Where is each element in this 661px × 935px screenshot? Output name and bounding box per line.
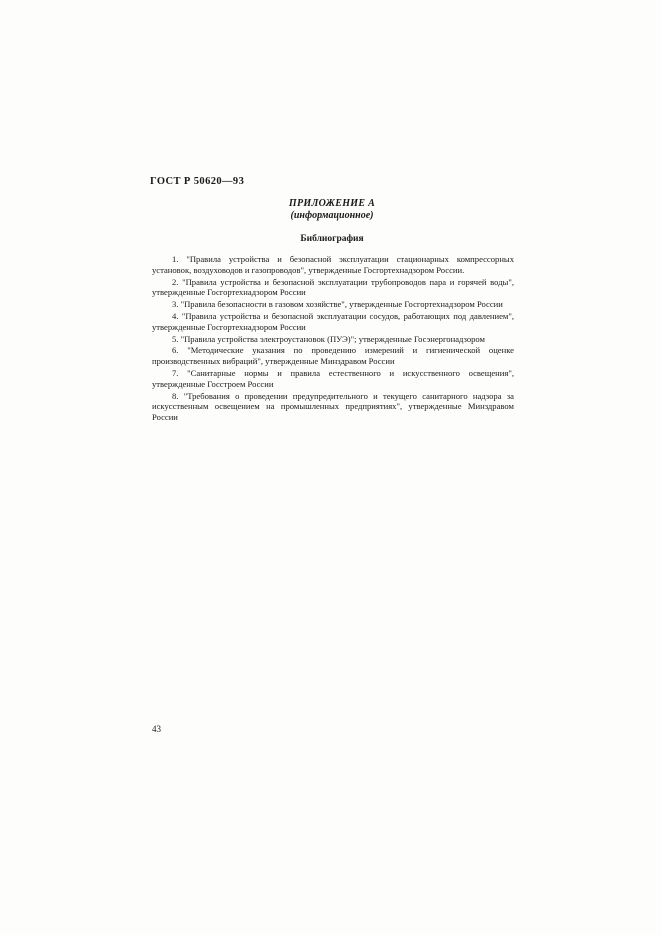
appendix-title: ПРИЛОЖЕНИЕ А bbox=[288, 198, 376, 209]
reference-item: 4. "Правила устройства и безопасной эксплуатации сосудов, работающих под давлением", утвержденные Госгортехнадзором России bbox=[152, 310, 514, 332]
reference-item: 6. "Методические указания по проведению измерений и гигиенической оценке производственных вибраций", утвержденные Минздравом России bbox=[152, 345, 514, 367]
document-header: ГОСТ Р 50620—93 bbox=[150, 176, 245, 187]
reference-item: 8. "Требования о проведении предупредительного и текущего санитарного надзора за искусственным освещением на промышленных предприятиях", утвержденные Минздравом России bbox=[152, 390, 514, 423]
appendix-block bbox=[150, 198, 514, 222]
reference-item: 7. "Санитарные нормы и правила естественного и искусственного освещения", утвержденные Госстроем России bbox=[152, 367, 514, 389]
bibliography-heading: Библиография bbox=[300, 234, 364, 244]
appendix-subtitle: (информационное) bbox=[290, 210, 374, 221]
page-number: 43 bbox=[152, 724, 161, 734]
reference-item: 3. "Правила безопасности в газовом хозяйстве", утвержденные Госгортехнадзором России bbox=[172, 299, 503, 310]
reference-item: 5. "Правила устройства электроустановок (ПУЭ)"; утвержденные Госэнергонадзором bbox=[172, 333, 485, 344]
reference-item: 2. "Правила устройства и безопасной эксплуатации трубопроводов пара и горячей воды", утвержденные Госгортехнадзором России bbox=[152, 276, 514, 298]
reference-list bbox=[152, 254, 514, 424]
reference-item: 1. "Правила устройства и безопасной эксплуатации стационарных компрессорных установок, воздуховодов и газопроводов", утвержденные Госгортехнадзором России. bbox=[152, 254, 514, 275]
